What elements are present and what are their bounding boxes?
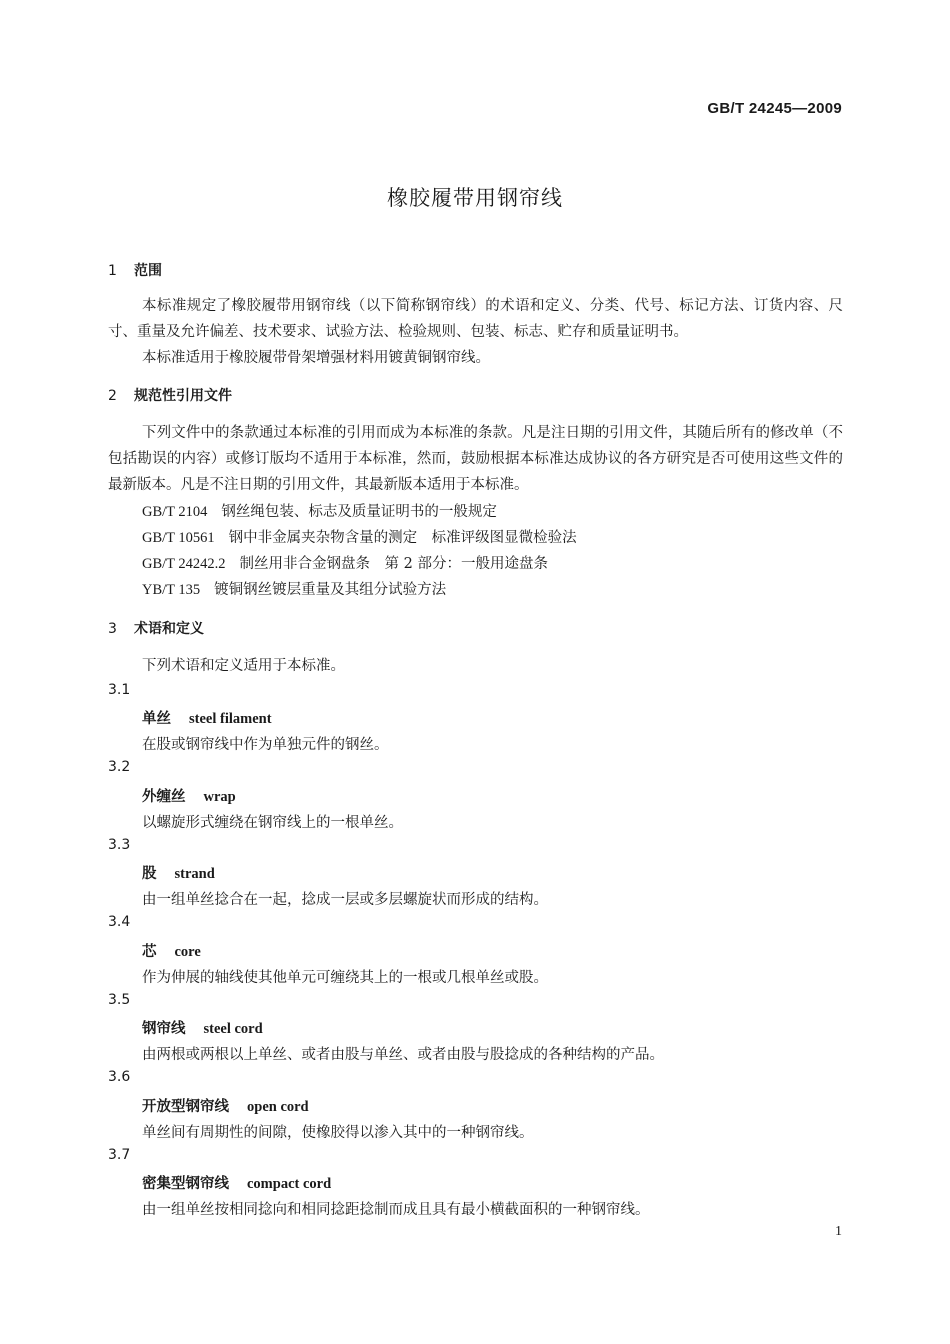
section-heading-scope — [108, 260, 162, 280]
term-en: steel filament — [189, 711, 272, 727]
term-definition: 在股或钢帘线中作为单独元件的钢丝。 — [142, 737, 389, 753]
term-heading — [142, 940, 201, 961]
section-number: 1 — [108, 263, 117, 279]
term-zh: 股 — [142, 866, 157, 882]
terms-intro: 下列术语和定义适用于本标准。 — [142, 658, 345, 674]
term-heading — [142, 862, 215, 883]
reference-title: 钢丝绳包装、标志及质量证明书的一般规定 — [221, 504, 497, 520]
term-heading — [142, 1172, 331, 1193]
reference-code: GB/T 10561 — [142, 530, 215, 546]
term-definition: 作为伸展的轴线使其他单元可缠绕其上的一根或几根单丝或股。 — [142, 970, 548, 986]
term-zh: 外缠丝 — [142, 789, 186, 805]
scope-paragraphs — [108, 293, 843, 371]
section-title: 术语和定义 — [134, 621, 204, 637]
term-en: strand — [174, 866, 215, 882]
reference-code: GB/T 2104 — [142, 504, 208, 520]
term-number: 3.6 — [108, 1069, 131, 1085]
term-number: 3.7 — [108, 1147, 131, 1163]
term-definition: 由一组单丝捻合在一起，捻成一层或多层螺旋状而形成的结构。 — [142, 892, 548, 908]
normative-paragraph: 下列文件中的条款通过本标准的引用而成为本标准的条款。凡是注日期的引用文件，其随后所有的修改单（不包括勘误的内容）或修订版均不适用于本标准，然而，鼓励根据本标准达成协议的各方研究是否可使用这些文件的最新版本。凡是不注日期的引用文件，其最新版本适用于本标准。 — [108, 425, 843, 493]
term-en: open cord — [247, 1099, 309, 1115]
reference-code: GB/T 24242.2 — [142, 556, 226, 572]
term-zh: 钢帘线 — [142, 1021, 186, 1037]
standard-number: GB/T 24245—2009 — [707, 100, 842, 117]
term-number: 3.2 — [108, 759, 131, 775]
section-heading-terms — [108, 618, 204, 638]
term-number: 3.1 — [108, 682, 131, 698]
term-number: 3.3 — [108, 837, 131, 853]
term-number: 3.4 — [108, 914, 131, 930]
term-definition: 以螺旋形式缠绕在钢帘线上的一根单丝。 — [142, 815, 403, 831]
reference-title: 镀铜钢丝镀层重量及其组分试验方法 — [214, 582, 447, 598]
section-number: 3 — [108, 621, 117, 637]
section-heading-normative — [108, 385, 232, 405]
term-en: steel cord — [203, 1021, 263, 1037]
term-en: wrap — [203, 789, 236, 805]
reference-item — [142, 526, 577, 547]
term-en: compact cord — [247, 1176, 332, 1192]
term-definition: 由两根或两根以上单丝、或者由股与单丝、或者由股与股捻成的各种结构的产品。 — [142, 1047, 664, 1063]
reference-title: 钢中非金属夹杂物含量的测定 标准评级图显微检验法 — [228, 530, 577, 546]
term-heading — [142, 785, 236, 806]
normative-intro — [108, 420, 843, 498]
term-zh: 单丝 — [142, 711, 171, 727]
section-title: 规范性引用文件 — [134, 388, 232, 404]
reference-title: 制丝用非合金钢盘条 第 2 部分：一般用途盘条 — [239, 556, 548, 572]
page-number: 1 — [835, 1224, 842, 1239]
section-number: 2 — [108, 388, 117, 404]
term-en: core — [174, 944, 201, 960]
term-zh: 芯 — [142, 944, 157, 960]
term-heading — [142, 1017, 263, 1038]
document-title: 橡胶履带用钢帘线 — [387, 186, 563, 210]
term-definition: 单丝间有周期性的间隙，使橡胶得以渗入其中的一种钢帘线。 — [142, 1125, 534, 1141]
term-heading — [142, 1095, 309, 1116]
reference-item — [142, 552, 548, 573]
term-number: 3.5 — [108, 992, 131, 1008]
scope-paragraph: 本标准规定了橡胶履带用钢帘线（以下简称钢帘线）的术语和定义、分类、代号、标记方法、订货内容、尺寸、重量及允许偏差、技术要求、试验方法、检验规则、包装、标志、贮存和质量证明书。 — [108, 298, 843, 340]
term-zh: 开放型钢帘线 — [142, 1099, 229, 1115]
term-definition: 由一组单丝按相同捻向和相同捻距捻制而成且具有最小横截面积的一种钢帘线。 — [142, 1202, 650, 1218]
reference-item — [142, 578, 446, 599]
section-title: 范围 — [134, 263, 162, 279]
scope-paragraph: 本标准适用于橡胶履带骨架增强材料用镀黄铜钢帘线。 — [142, 350, 490, 366]
reference-item — [142, 500, 497, 521]
term-zh: 密集型钢帘线 — [142, 1176, 229, 1192]
reference-code: YB/T 135 — [142, 582, 201, 598]
term-heading — [142, 707, 272, 728]
